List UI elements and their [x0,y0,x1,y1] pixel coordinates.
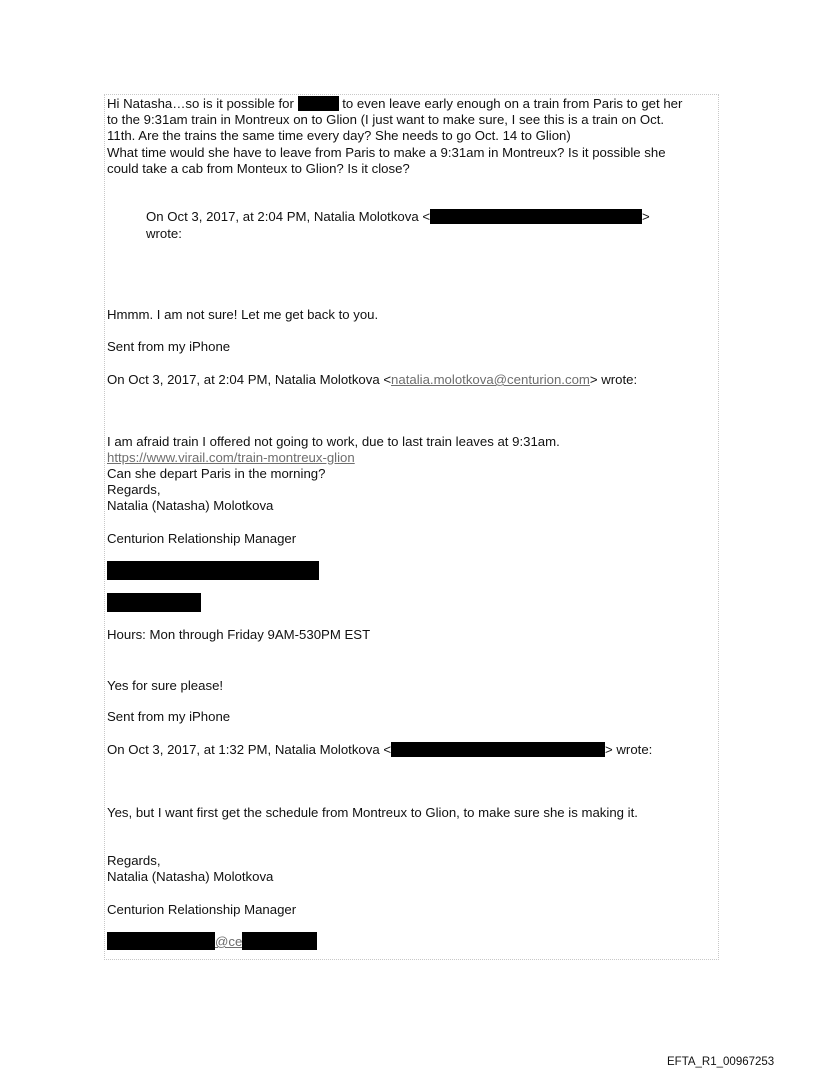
email5-regards: Regards, [107,853,161,868]
redaction-box [107,932,215,950]
email3-regards: Regards, [107,482,161,497]
quote1-wrote: wrote: [146,226,182,241]
email3-line1: I am afraid train I offered not going to work, due to last train leaves at 9:31am. [107,434,560,449]
email3-role: Centurion Relationship Manager [107,531,297,546]
redaction-box [391,742,605,757]
email5-email [107,932,317,950]
email3-name: Natalia (Natasha) Molotkova [107,498,274,513]
email-link[interactable]: @ce [215,934,243,949]
email2-body: Hmmm. I am not sure! Let me get back to you. [107,307,379,322]
email3-hours: Hours: Mon through Friday 9AM-530PM EST [107,627,371,642]
email1-line5: could take a cab from Monteux to Glion? Is it close? [107,161,410,176]
redaction-box [107,561,319,580]
quote1-header: On Oct 3, 2017, at 2:04 PM, Natalia Molotkova < > [146,209,650,224]
redaction-box [242,932,317,950]
email1-line1: Hi Natasha…so is it possible for to even leave early enough on a train from Paris to get her [107,96,683,111]
email1-line3: 11th. Are the trains the same time every day? She needs to go Oct. 14 to Glion) [107,128,571,143]
email1-line2: to the 9:31am train in Montreux on to Glion (I just want to make sure, I see this is a train on Oct. [107,112,665,127]
redaction-box [107,593,201,612]
email5-role: Centurion Relationship Manager [107,902,297,917]
virail-link[interactable]: https://www.virail.com/train-montreux-glion [107,450,355,465]
redaction-box [430,209,642,224]
email2-signature: Sent from my iPhone [107,339,231,354]
email1-line4: What time would she have to leave from Paris to make a 9:31am in Montreux? Is it possible she [107,145,666,160]
email2-quote-header: On Oct 3, 2017, at 2:04 PM, Natalia Molotkova <natalia.molotkova@centurion.com> wrote: [107,372,638,387]
email4-quote-header: On Oct 3, 2017, at 1:32 PM, Natalia Molotkova < > wrote: [107,742,653,757]
email5-line1: Yes, but I want first get the schedule from Montreux to Glion, to make sure she is making it. [107,805,638,820]
email4-body: Yes for sure please! [107,678,224,693]
email3-line3: Can she depart Paris in the morning? [107,466,326,481]
email-link[interactable]: natalia.molotkova@centurion.com [391,372,590,387]
redaction-box [298,96,339,111]
email5-name: Natalia (Natasha) Molotkova [107,869,274,884]
document-id: EFTA_R1_00967253 [667,1056,775,1068]
email4-signature: Sent from my iPhone [107,709,231,724]
